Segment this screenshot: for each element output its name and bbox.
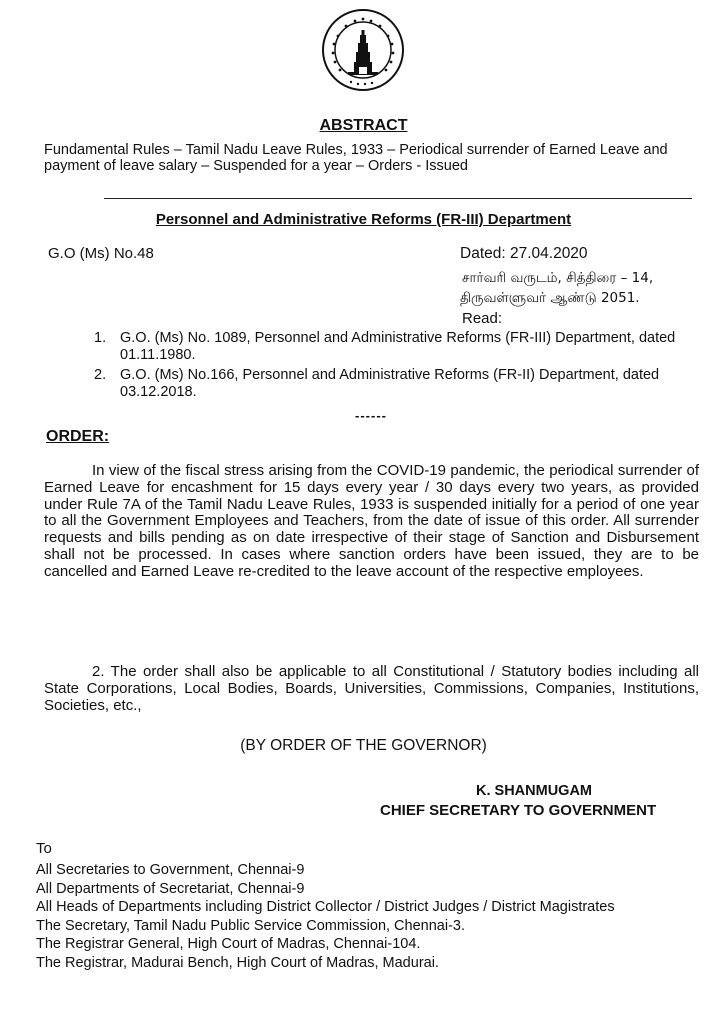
reference-item (94, 330, 694, 364)
government-emblem-icon (318, 6, 408, 94)
reference-item (94, 367, 694, 401)
reference-text: G.O. (Ms) No.166, Personnel and Administrative Reforms (FR-II) Department, dated 03.12.2018. (120, 367, 660, 400)
separator-dashes: ------ (355, 408, 387, 423)
by-order-of-governor: (BY ORDER OF THE GOVERNOR) (240, 737, 487, 754)
recipient-list (36, 862, 676, 973)
abstract-title: ABSTRACT (319, 117, 408, 134)
recipient-item: The Registrar, Madurai Bench, High Court of Madras, Madurai. (36, 954, 439, 971)
read-label: Read: (462, 310, 503, 327)
recipient-item: All Heads of Departments including District Collector / District Judges / District Magistrates (36, 899, 615, 915)
recipient-item: The Secretary, Tamil Nadu Public Service Commission, Chennai-3. (36, 917, 465, 934)
recipient-item: All Departments of Secretariat, Chennai-9 (36, 880, 305, 897)
tamil-date-line-2: திருவள்ளுவர் ஆண்டு 2051. (460, 290, 640, 306)
reference-number: 2. (94, 367, 107, 383)
recipient-item: All Secretaries to Government, Chennai-9 (36, 862, 305, 878)
reference-number: 1. (94, 330, 107, 346)
reference-list (94, 330, 694, 404)
order-paragraph-2: 2. The order shall also be applicable to all Constitutional / Statutory bodies including all State Corporations, Local Bodies, Boards, Universities, Commissions, Companies, Institutions, Societies, etc., (44, 663, 699, 714)
department-heading: Personnel and Administrative Reforms (FR-III) Department (155, 211, 572, 228)
to-label: To (36, 840, 52, 857)
reference-text: G.O. (Ms) No. 1089, Personnel and Administrative Reforms (FR-III) Department, dated 01.11.1980. (120, 330, 676, 363)
go-number: G.O (Ms) No.48 (48, 245, 154, 262)
signatory-designation: CHIEF SECRETARY TO GOVERNMENT (380, 802, 657, 819)
order-heading: ORDER: (46, 428, 110, 445)
divider-line (104, 198, 692, 199)
date-line: Dated: 27.04.2020 (460, 245, 588, 262)
order-paragraph-1: In view of the fiscal stress arising from the COVID-19 pandemic, the periodical surrender of Earned Leave for encashment for 15 days every year / 30 days every two years, as provided under Rule 7A of the Tamil Nadu Leave Rules, 1933 is suspended initially for a period of one year to all the Government Employees and Teachers, from the date of issue of this order. All surrender requests and bills pending as on date irrespective of their stage of Sanction and Disbursement shall not be processed. In cases where sanction orders have been issued, they are to be cancelled and Earned Leave re-credited to the leave account of the respective employees. (44, 462, 699, 580)
subject-text: Fundamental Rules – Tamil Nadu Leave Rules, 1933 – Periodical surrender of Earned Leave and payment of leave salary – Suspended for a year – Orders - Issued (44, 142, 668, 174)
tamil-date-line-1: சார்வரி வருடம், சித்திரை – 14, (462, 270, 654, 286)
signatory-name: K. SHANMUGAM (476, 783, 592, 799)
recipient-item: The Registrar General, High Court of Madras, Chennai-104. (36, 936, 421, 952)
